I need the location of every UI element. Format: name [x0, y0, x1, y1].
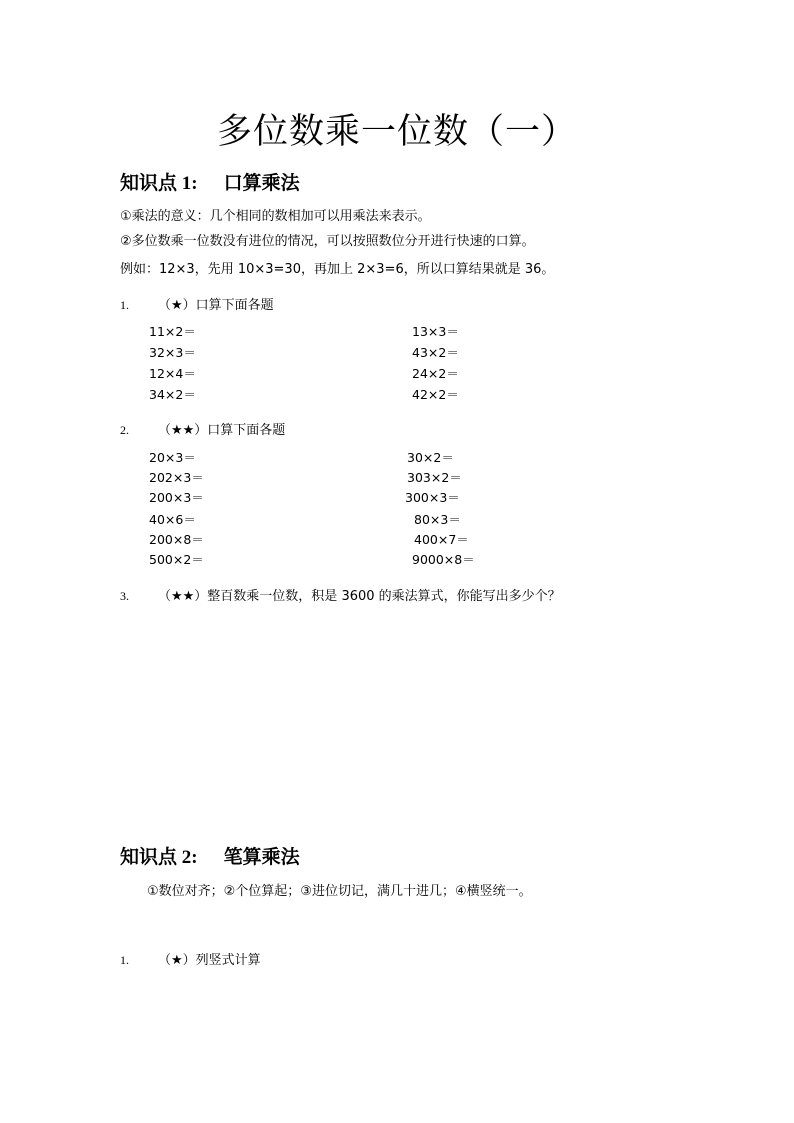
expression: 80×3＝: [414, 512, 461, 527]
expression: 9000×8＝: [412, 552, 475, 567]
question-text: （★）口算下面各题: [158, 298, 274, 313]
expression: 43×2＝: [412, 345, 459, 360]
expression: 200×3＝: [149, 490, 204, 505]
question-1-1: [120, 294, 274, 313]
question-number: 3.: [120, 589, 129, 603]
section1-heading: [120, 168, 300, 195]
question-1-3: [120, 585, 561, 604]
question-number: 1.: [120, 298, 129, 312]
section1-line-2: ②多位数乘一位数没有进位的情况，可以按照数位分开进行快速的口算。: [120, 234, 535, 249]
expression: 30×2＝: [407, 450, 454, 465]
expression: 40×6＝: [149, 512, 196, 527]
expression: 202×3＝: [149, 470, 204, 485]
section1-example: 例如：12×3，先用 10×3=30，再加上 2×3=6，所以口算结果就是 36。: [120, 262, 555, 277]
expression: 303×2＝: [407, 470, 462, 485]
section1-heading-label: 知识点 1:: [120, 173, 198, 194]
section2-heading-title: 笔算乘法: [223, 847, 300, 868]
section1-line-1: ①乘法的意义：几个相同的数相加可以用乘法来表示。: [120, 209, 431, 224]
expression: 34×2＝: [149, 387, 196, 402]
question-text: （★★）口算下面各题: [158, 423, 286, 438]
section2-line: ①数位对齐；②个位算起；③进位切记，满几十进几；④横竖统一。: [147, 884, 532, 899]
expression: 20×3＝: [149, 450, 196, 465]
question-number: 2.: [120, 423, 129, 437]
expression: 13×3＝: [412, 324, 459, 339]
section2-heading-label: 知识点 2:: [120, 847, 198, 868]
expression: 32×3＝: [149, 345, 196, 360]
expression: 500×2＝: [149, 552, 204, 567]
expression: 300×3＝: [405, 490, 460, 505]
question-1-2: [120, 419, 285, 438]
question-text: （★★）整百数乘一位数，积是 3600 的乘法算式，你能写出多少个？: [158, 589, 561, 604]
expression: 12×4＝: [149, 366, 196, 381]
question-2-1: [120, 949, 261, 968]
expression: 400×7＝: [414, 532, 469, 547]
section2-heading: [120, 842, 300, 869]
question-text: （★）列竖式计算: [158, 953, 261, 968]
expression: 200×8＝: [149, 532, 204, 547]
expression: 42×2＝: [412, 387, 459, 402]
expression: 11×2＝: [149, 324, 196, 339]
section1-heading-title: 口算乘法: [223, 173, 300, 194]
question-number: 1.: [120, 953, 129, 967]
expression: 24×2＝: [412, 366, 459, 381]
page-title: 多位数乘一位数（一）: [216, 112, 577, 152]
